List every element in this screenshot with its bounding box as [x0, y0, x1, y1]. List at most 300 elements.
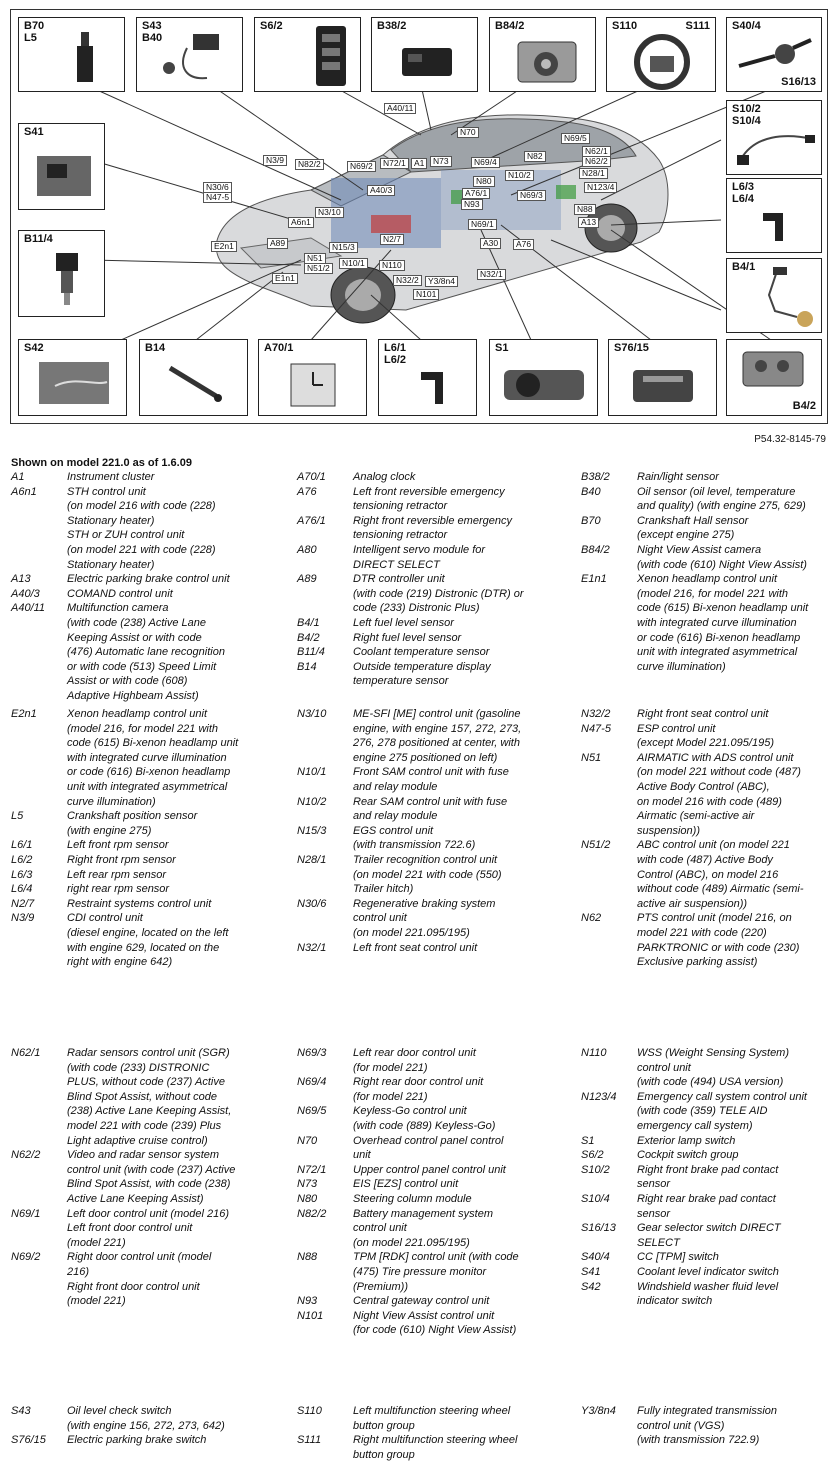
legend-entry: [11, 572, 286, 587]
legend-description: Oil sensor (oil level, temperature and quality) (with engine 275, 629): [637, 485, 806, 513]
legend-description: Rear SAM control unit with fuse and relay module: [353, 795, 508, 823]
component-box-s7615: [608, 339, 717, 416]
exterior-lamp-switch-icon: [500, 364, 592, 408]
box-label: B70 L5: [24, 20, 45, 44]
legend-entry: [581, 722, 831, 751]
legend-description: CC [TPM] switch: [637, 1251, 719, 1264]
component-box-b70-l5: [18, 17, 125, 92]
legend-description: Regenerative braking system control unit (on model 221.095/195): [353, 897, 496, 939]
legend-entry: [581, 838, 831, 911]
legend-code: A76/1: [297, 514, 326, 527]
legend-entry: [11, 587, 286, 602]
car-label: A30: [480, 238, 501, 249]
car-label: N69/4: [471, 157, 500, 168]
legend-code: Y3/8n4: [581, 1405, 616, 1417]
legend-code: L6/2: [11, 854, 33, 866]
legend-description: Right front brake pad contact sensor: [637, 1163, 779, 1191]
legend-description: ABC control unit (on model 221 with code (487) Active Body Control (ABC), on model 216 without code (489) Airmatic (semi- active air suspension)): [637, 839, 804, 910]
component-box-s41: [18, 123, 105, 210]
legend-entry: [11, 838, 286, 853]
component-box-b42: [726, 339, 822, 416]
car-label: N15/3: [329, 242, 358, 253]
car-label: N47-5: [203, 192, 232, 203]
legend-description: Keyless-Go control unit (with code (889) Keyless-Go): [353, 1105, 496, 1132]
legend-description: Right front rpm sensor: [67, 854, 176, 866]
legend-code: S10/4: [581, 1193, 610, 1205]
legend-code: N62: [581, 912, 602, 925]
car-label: N51: [304, 253, 326, 264]
legend-description: Left front rpm sensor: [67, 839, 169, 852]
car-label: A13: [578, 217, 599, 228]
legend-code: S40/4: [581, 1251, 610, 1264]
legend-entry: [581, 1163, 831, 1192]
legend-entry: [297, 1163, 572, 1178]
legend-description: Radar sensors control unit (SGR) (with code (233) DISTRONIC PLUS, without code (237) Active Blind Spot Assist, without code (238) Active Lane Keeping Assist, model 221 with code (239) Plus Light adaptive cruise control): [67, 1047, 232, 1147]
legend-code: A89: [297, 573, 317, 586]
legend-description: Restraint systems control unit: [67, 897, 212, 910]
coolant-switch-icon: [29, 142, 99, 206]
legend-entry: [581, 572, 831, 674]
legend-description: Left fuel level sensor: [353, 617, 454, 629]
legend-code: N69/1: [11, 1207, 41, 1220]
legend-description: Multifunction camera (with code (238) Active Lane Keeping Assist or with code (476) Automatic lane recognition or with code (513) Speed Limit Assist or with code (608) Adaptive Highbeam Assist): [67, 602, 225, 702]
legend-entry: [581, 1221, 831, 1250]
legend-description: TPM [RDK] control unit (with code (475) Tire pressure monitor (Premium)): [353, 1251, 519, 1293]
legend-code: L6/4: [11, 883, 33, 896]
legend-description: Cockpit switch group: [637, 1149, 739, 1162]
legend-description: Instrument cluster: [67, 471, 155, 483]
legend-code: E1n1: [581, 573, 607, 586]
legend-entry: [297, 1177, 572, 1192]
car-label: N32/1: [477, 269, 506, 280]
legend-code: A40/11: [11, 602, 46, 615]
component-box-l63-l64: [726, 178, 822, 253]
legend-code: A13: [11, 573, 31, 586]
car-label: N62/1: [582, 146, 611, 157]
legend-code: N2/7: [11, 897, 35, 910]
legend-code: N32/1: [297, 941, 327, 954]
oil-sensor-icon: [147, 28, 239, 88]
legend-code: N62/2: [11, 1149, 41, 1162]
legend-entry: [11, 601, 286, 703]
car-label: N62/2: [582, 156, 611, 167]
legend-entry: [11, 809, 286, 838]
car-label: A40/3: [367, 185, 395, 196]
component-box-s42: [18, 339, 127, 416]
car-label: N80: [473, 176, 495, 187]
legend-code: L6/1: [11, 839, 33, 852]
legend-description: DTR controller unit (with code (219) Distronic (DTR) or code (233) Distronic Plus): [353, 573, 524, 615]
legend-code: N32/2: [581, 708, 611, 720]
washer-fluid-switch-icon: [35, 356, 115, 410]
legend-description: Video and radar sensor system control unit (with code (237) Active Blind Spot Assist, with code (238) Active Lane Keeping Assist): [67, 1149, 236, 1205]
legend-description: Analog clock: [353, 471, 416, 483]
legend-entry: [581, 1134, 831, 1149]
cockpit-switch-icon: [310, 26, 350, 88]
legend-entry: [11, 897, 286, 912]
legend-description: Central gateway control unit: [353, 1295, 490, 1308]
legend-description: Left multifunction steering wheel button group: [353, 1405, 511, 1432]
legend-code: S6/2: [581, 1149, 604, 1162]
car-label: N3/10: [315, 207, 344, 218]
legend-code: B84/2: [581, 544, 610, 556]
box-label: S10/2 S10/4: [732, 103, 761, 127]
legend-entry: [11, 1433, 286, 1448]
legend-entry: [297, 941, 572, 956]
legend-entry: [581, 1280, 831, 1309]
brake-pad-sensor-icon: [735, 129, 817, 169]
crankshaft-sensor-icon: [67, 32, 107, 88]
legend-description: Left front reversible emergency tensioning retractor: [353, 485, 505, 513]
legend-description: Night View Assist camera (with code (610) Night View Assist): [637, 544, 807, 571]
legend-description: Overhead control panel control unit: [353, 1134, 504, 1162]
box-label: B14: [145, 342, 166, 354]
box-label: S40/4: [732, 20, 761, 32]
legend-code: L5: [11, 810, 24, 823]
legend-code: N3/9: [11, 912, 35, 925]
legend-entry: [297, 485, 572, 514]
component-box-b382: [371, 17, 478, 92]
box-label: S76/15: [614, 342, 649, 354]
legend-description: PTS control unit (model 216, on model 221 with code (220) PARKTRONIC or with code (230) Exclusive parking assist): [637, 912, 800, 969]
component-box-l61-l62: [378, 339, 477, 416]
legend-description: Night View Assist control unit (for code (610) Night View Assist): [353, 1309, 517, 1337]
rain-light-sensor-icon: [400, 44, 456, 82]
legend-entry: [297, 1250, 572, 1294]
legend-entry: [581, 751, 831, 839]
legend-entry: [11, 1148, 286, 1206]
box-label: B4/2: [792, 400, 816, 412]
legend-code: N70: [297, 1134, 318, 1147]
legend-entry: [297, 707, 572, 765]
legend-entry: [11, 911, 286, 969]
legend-description: EIS [EZS] control unit: [353, 1178, 459, 1191]
car-label: E2n1: [211, 241, 237, 252]
car-label: N10/1: [339, 258, 368, 269]
legend-entry: [297, 1075, 572, 1104]
legend-code: B11/4: [297, 646, 325, 659]
car-label: N32/2: [393, 275, 422, 286]
box-label: B38/2: [377, 20, 407, 32]
legend-code: N73: [297, 1178, 318, 1191]
legend-description: ESP control unit (except Model 221.095/195): [637, 722, 774, 750]
legend-code: N51/2: [581, 839, 611, 852]
component-box-b41: [726, 258, 822, 333]
legend-code: B4/1: [297, 617, 320, 629]
legend-description: Right rear door control unit (for model 221): [353, 1076, 484, 1103]
right-fuel-level-sensor-icon: [737, 346, 813, 396]
legend-code: S110: [297, 1405, 322, 1417]
steering-wheel-icon: [632, 32, 692, 90]
box-label: S1: [495, 342, 509, 354]
car-label: N110: [379, 260, 405, 271]
legend-description: Rain/light sensor: [637, 471, 719, 483]
legend-entry: [581, 911, 831, 969]
legend-code: S42: [581, 1280, 601, 1293]
outside-temperature-sensor-icon: [164, 362, 228, 406]
legend-description: Oil level check switch (with engine 156, 272, 273, 642): [67, 1405, 225, 1432]
legend-entry: [297, 765, 572, 794]
car-label: N70: [457, 127, 479, 138]
legend-entry: [11, 868, 286, 883]
box-label: B11/4: [24, 233, 53, 245]
legend-code: N93: [297, 1295, 318, 1308]
legend-entry: [581, 1265, 831, 1280]
legend-entry: [297, 824, 572, 853]
fuel-level-sensor-icon: [757, 265, 821, 331]
legend-code: N72/1: [297, 1163, 327, 1176]
legend-code: B38/2: [581, 471, 610, 483]
car-label: N28/1: [579, 168, 608, 179]
legend-description: Battery management system control unit (on model 221.095/195): [353, 1207, 494, 1249]
car-label: A89: [267, 238, 288, 249]
legend-code: S1: [581, 1134, 595, 1147]
legend-description: Intelligent servo module for DIRECT SELECT: [353, 544, 486, 571]
legend-description: Right multifunction steering wheel button group: [353, 1434, 518, 1461]
steering-column-switch-icon: [735, 36, 815, 76]
legend-entry: [297, 1192, 572, 1207]
legend-code: N69/5: [297, 1105, 327, 1118]
legend-code: A76: [297, 485, 317, 498]
legend-entry: [581, 1192, 831, 1221]
component-box-s62: [254, 17, 361, 92]
component-box-b114: [18, 230, 105, 317]
component-box-b14: [139, 339, 248, 416]
coolant-temperature-sensor-icon: [44, 251, 94, 311]
car-label: N73: [430, 156, 452, 167]
box-label: B84/2: [495, 20, 525, 32]
legend-entry: [297, 1207, 572, 1251]
legend-code: L6/3: [11, 868, 33, 881]
legend-description: Left front seat control unit: [353, 941, 478, 954]
component-box-s43-b40: [136, 17, 243, 92]
legend-entry: [297, 1134, 572, 1163]
analog-clock-icon: [287, 362, 339, 410]
rpm-sensor-icon: [757, 205, 797, 245]
legend-description: CDI control unit (diesel engine, located on the left with engine 629, located on the right with engine 642): [67, 912, 229, 969]
legend-code: B14: [297, 660, 317, 673]
legend-code: B70: [581, 514, 601, 527]
legend-entry: [297, 795, 572, 824]
legend-description: Trailer recognition control unit (on model 221 with code (550) Trailer hitch): [353, 854, 502, 896]
legend-entry: [297, 1309, 572, 1338]
car-label: N69/5: [561, 133, 590, 144]
legend-description: Right front reversible emergency tensioning retractor: [353, 514, 512, 542]
component-location-diagram: [10, 9, 828, 424]
box-label: S43 B40: [142, 20, 163, 44]
car-label: A1: [411, 158, 427, 169]
reference-code: P54.32-8145-79: [754, 434, 826, 445]
legend-description: WSS (Weight Sensing System) control unit (with code (494) USA version): [637, 1047, 790, 1089]
component-box-b842: [489, 17, 596, 92]
legend-code: S10/2: [581, 1163, 610, 1176]
legend-description: Xenon headlamp control unit (model 216, for model 221 with code (615) Bi-xenon headlamp unit with integrated curve illumination or code (616) Bi-xenon headlamp unit with integrated asymmetrical curve illumination): [637, 573, 809, 673]
legend-description: Xenon headlamp control unit (model 216, for model 221 with code (615) Bi-xenon headlamp unit with integrated curve illumination or code (616) Bi-xenon headlamp unit with integrated asymmetrical curve illumination): [67, 708, 239, 808]
box-label: S6/2: [260, 20, 283, 32]
legend-description: Electric parking brake control unit: [67, 573, 230, 586]
car-label: N88: [574, 204, 596, 215]
legend-code: B4/2: [297, 631, 320, 644]
car-label: N69/1: [468, 219, 497, 230]
parking-brake-switch-icon: [629, 366, 699, 406]
component-box-s404-s1613: [726, 17, 822, 92]
legend-description: AIRMATIC with ADS control unit (on model 221 without code (487) Active Body Control (ABC), on model 216 with code (489) Airmatic (semi-active air suspension)): [637, 751, 801, 837]
legend-entry: [297, 1404, 572, 1433]
legend-entry: [11, 1250, 286, 1308]
component-box-steering-wheel: [606, 17, 716, 92]
legend-code: A70/1: [297, 471, 326, 483]
legend-description: Windshield washer fluid level indicator switch: [637, 1280, 779, 1308]
legend-code: N82/2: [297, 1207, 327, 1220]
box-label: S42: [24, 342, 44, 354]
legend-entry: [297, 660, 572, 689]
legend-code: N10/2: [297, 795, 327, 808]
legend-entry: [297, 572, 572, 616]
legend-entry: [581, 1148, 831, 1163]
legend-code: E2n1: [11, 708, 37, 720]
legend-description: Gear selector switch DIRECT SELECT: [637, 1222, 781, 1249]
legend-entry: [11, 882, 286, 897]
legend-description: Fully integrated transmission control unit (VGS) (with transmission 722.9): [637, 1405, 778, 1447]
box-label: S41: [24, 126, 44, 138]
legend-description: Emergency call system control unit (with code (359) TELE AID emergency call system): [637, 1090, 807, 1132]
box-label: S16/13: [781, 76, 816, 88]
legend-code: S76/15: [11, 1434, 46, 1447]
car-label: N93: [461, 199, 483, 210]
legend-entry: [297, 897, 572, 941]
legend-entry: [297, 1046, 572, 1075]
legend-entry: [297, 1433, 572, 1462]
legend-description: Coolant level indicator switch: [637, 1266, 779, 1278]
component-box-a701: [258, 339, 367, 416]
legend-entry: [11, 1046, 286, 1148]
legend-entry: [297, 543, 572, 572]
legend-description: Exterior lamp switch: [637, 1134, 736, 1147]
legend-entry: [297, 631, 572, 646]
legend-entry: [581, 514, 831, 543]
car-label: N123/4: [584, 182, 617, 193]
box-label: S111: [685, 20, 710, 32]
legend-entry: [581, 1250, 831, 1265]
legend-entry: [11, 1404, 286, 1433]
box-label: A70/1: [264, 342, 294, 354]
legend-description: STH control unit (on model 216 with code (228) Stationary heater) STH or ZUH control unit (on model 221 with code (228) Stationary heater): [67, 485, 216, 571]
car-label: N51/2: [304, 263, 333, 274]
car-label: N69/2: [347, 161, 376, 172]
legend-entry: [581, 1404, 831, 1448]
legend-entry: [581, 1090, 831, 1134]
legend-entry: [297, 470, 572, 485]
legend-description: right rear rpm sensor: [67, 883, 170, 896]
legend-description: Outside temperature display temperature sensor: [353, 660, 491, 688]
legend-code: N3/10: [297, 708, 327, 720]
front-rpm-sensor-icon: [415, 366, 455, 410]
legend-code: N15/3: [297, 824, 327, 837]
car-label: N2/7: [380, 234, 404, 245]
legend-entry: [11, 470, 286, 485]
legend-entry: [297, 616, 572, 631]
legend-entry: [11, 485, 286, 573]
legend-description: COMAND control unit: [67, 587, 173, 600]
legend-description: EGS control unit (with transmission 722.6): [353, 824, 476, 852]
legend-entry: [11, 853, 286, 868]
legend-code: N10/1: [297, 766, 327, 779]
legend-entry: [581, 543, 831, 572]
legend-code: N80: [297, 1193, 318, 1205]
component-box-s102-s104: [726, 100, 822, 175]
legend-code: N62/1: [11, 1047, 41, 1059]
legend-description: ME-SFI [ME] control unit (gasoline engine, with engine 157, 272, 273, 276, 278 positioned at center, with engine 275 positioned on left): [353, 708, 522, 764]
legend-heading: Shown on model 221.0 as of 1.6.09: [11, 457, 192, 469]
legend-code: A6n1: [11, 485, 37, 498]
car-label: N30/6: [203, 182, 232, 193]
legend-description: Right rear brake pad contact sensor: [637, 1193, 776, 1220]
box-label: B4/1: [732, 261, 756, 273]
legend-code: N30/6: [297, 897, 327, 910]
legend-description: Crankshaft Hall sensor (except engine 275): [637, 514, 749, 542]
legend-code: N101: [297, 1309, 324, 1322]
car-label: N10/2: [505, 170, 534, 181]
component-box-s1: [489, 339, 598, 416]
legend-description: Right door control unit (model 216) Right front door control unit (model 221): [67, 1251, 212, 1308]
legend-code: S111: [297, 1434, 322, 1447]
legend-description: Coolant temperature sensor: [353, 646, 490, 659]
car-label: N3/9: [263, 155, 287, 166]
legend-entry: [297, 645, 572, 660]
legend-description: Electric parking brake switch: [67, 1434, 207, 1447]
night-view-camera-icon: [512, 36, 584, 90]
car-label: A6n1: [288, 217, 314, 228]
legend-description: Left rear door control unit (for model 221): [353, 1047, 476, 1074]
legend-entry: [297, 853, 572, 897]
legend-code: A1: [11, 471, 25, 483]
legend-description: Left rear rpm sensor: [67, 868, 167, 881]
legend-code: A80: [297, 544, 317, 556]
legend-description: Upper control panel control unit: [353, 1163, 506, 1176]
legend-description: Right front seat control unit: [637, 708, 769, 720]
car-label: N72/1: [380, 158, 409, 169]
legend-description: Steering column module: [353, 1193, 472, 1205]
car-label: Y3/8n4: [425, 276, 458, 287]
car-label: N69/3: [517, 190, 546, 201]
car-label: A40/11: [384, 103, 416, 114]
legend-description: Left door control unit (model 216) Left front door control unit (model 221): [67, 1207, 230, 1249]
box-label: S110: [612, 20, 638, 32]
legend-entry: [297, 1104, 572, 1133]
car-label: A76: [513, 239, 534, 250]
car-label: A76/1: [462, 188, 490, 199]
legend-code: N69/4: [297, 1076, 327, 1089]
box-label: L6/3 L6/4: [732, 181, 755, 205]
legend-code: N69/2: [11, 1251, 41, 1264]
legend-description: Right fuel level sensor: [353, 631, 462, 644]
car-label: E1n1: [272, 273, 298, 284]
legend-code: S43: [11, 1405, 31, 1417]
legend-code: N88: [297, 1251, 318, 1264]
legend-entry: [581, 470, 831, 485]
legend-entry: [581, 707, 831, 722]
legend-code: N28/1: [297, 854, 327, 866]
legend-code: S16/13: [581, 1222, 616, 1235]
car-label: N101: [413, 289, 439, 300]
legend-code: A40/3: [11, 587, 40, 600]
legend-entry: [297, 1294, 572, 1309]
legend-code: N47-5: [581, 722, 611, 735]
legend-entry: [11, 707, 286, 809]
box-label: L6/1 L6/2: [384, 342, 407, 366]
car-label: N82/2: [295, 159, 324, 170]
legend-code: N69/3: [297, 1047, 327, 1059]
